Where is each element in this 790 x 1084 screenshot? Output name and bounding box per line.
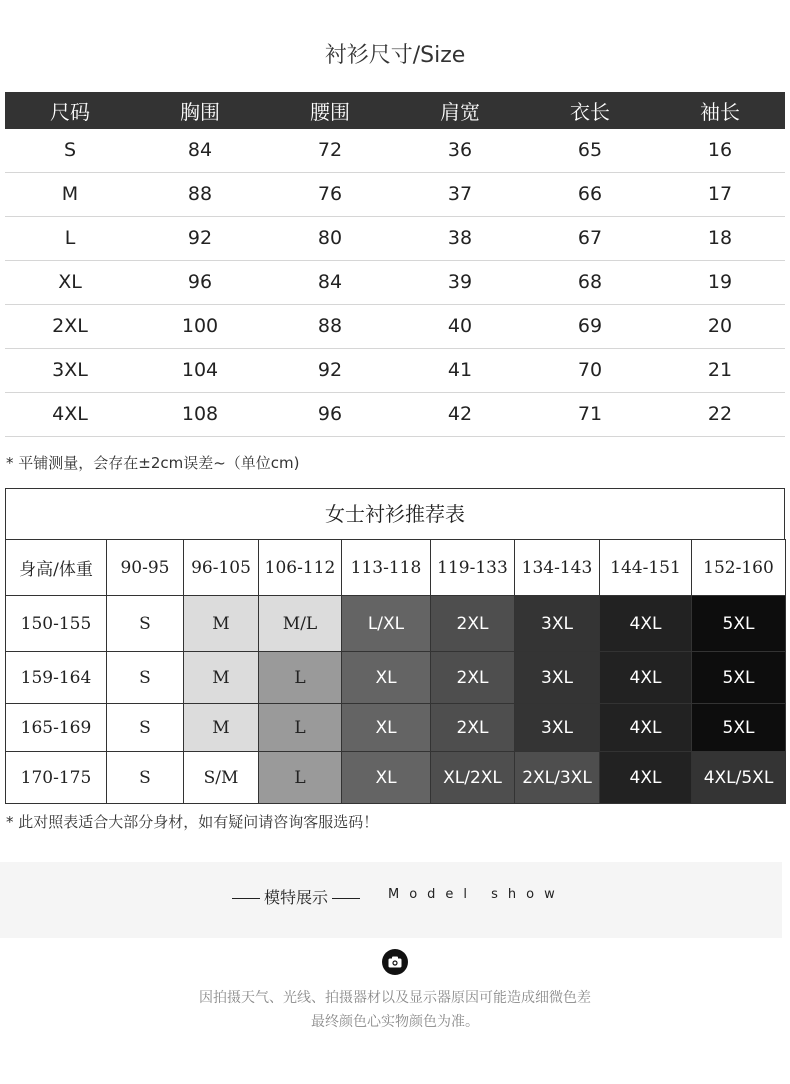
rec-size-cell: L/XL: [342, 596, 431, 652]
camera-icon: [382, 949, 408, 975]
size-col-header: 胸围: [135, 92, 265, 129]
rec-col-header: 90-95: [107, 540, 184, 596]
size-cell: 39: [395, 260, 525, 304]
size-cell: M: [5, 172, 135, 216]
rec-size-cell: S/M: [184, 752, 259, 804]
rec-size-cell: 4XL/5XL: [692, 752, 786, 804]
size-cell: 70: [525, 348, 655, 392]
size-cell: 88: [265, 304, 395, 348]
size-table: [5, 92, 785, 437]
size-cell: 4XL: [5, 392, 135, 436]
rec-col-header: 身高/体重: [6, 540, 107, 596]
rec-size-cell: 4XL: [600, 596, 692, 652]
rec-size-cell: S: [107, 752, 184, 804]
size-cell: 18: [655, 216, 785, 260]
size-cell: 2XL: [5, 304, 135, 348]
size-col-header: 腰围: [265, 92, 395, 129]
rec-size-cell: M: [184, 704, 259, 752]
rec-size-cell: XL: [342, 704, 431, 752]
size-cell: 68: [525, 260, 655, 304]
size-cell: 92: [135, 216, 265, 260]
model-show-label: [228, 885, 364, 908]
measure-note: * 平铺测量，会存在±2cm误差~（单位cm): [6, 454, 300, 472]
rec-col-header: 152-160: [692, 540, 786, 596]
table-row: [6, 704, 786, 752]
size-cell: 37: [395, 172, 525, 216]
rec-size-cell: XL: [342, 652, 431, 704]
rec-size-cell: L: [259, 704, 342, 752]
rec-height-cell: 150-155: [6, 596, 107, 652]
rec-size-cell: XL: [342, 752, 431, 804]
table-row: [5, 129, 785, 172]
size-cell: 96: [135, 260, 265, 304]
recommendation-title: 女士衬衫推荐表: [5, 488, 785, 539]
rec-size-cell: 2XL/3XL: [515, 752, 600, 804]
size-cell: 20: [655, 304, 785, 348]
rec-size-cell: L: [259, 752, 342, 804]
model-show-subtitle: Model show: [388, 887, 565, 902]
rec-size-cell: 4XL: [600, 752, 692, 804]
disclaimer-line: 最终颜色心实物颜色为准。: [311, 1014, 479, 1030]
rec-height-cell: 165-169: [6, 704, 107, 752]
rec-size-cell: 5XL: [692, 704, 786, 752]
size-cell: 42: [395, 392, 525, 436]
size-cell: L: [5, 216, 135, 260]
rec-col-header: 113-118: [342, 540, 431, 596]
rec-col-header: 144-151: [600, 540, 692, 596]
size-cell: 108: [135, 392, 265, 436]
size-cell: 67: [525, 216, 655, 260]
rec-size-cell: 5XL: [692, 596, 786, 652]
size-cell: 100: [135, 304, 265, 348]
size-cell: 88: [135, 172, 265, 216]
size-cell: 71: [525, 392, 655, 436]
size-col-header: 衣长: [525, 92, 655, 129]
rec-size-cell: 2XL: [431, 704, 515, 752]
size-cell: XL: [5, 260, 135, 304]
rec-col-header: 106-112: [259, 540, 342, 596]
size-cell: 21: [655, 348, 785, 392]
color-disclaimer: [0, 986, 790, 1034]
rec-size-cell: XL/2XL: [431, 752, 515, 804]
rec-size-cell: M: [184, 596, 259, 652]
size-cell: 41: [395, 348, 525, 392]
size-col-header: 尺码: [5, 92, 135, 129]
rec-size-cell: S: [107, 704, 184, 752]
table-row: [5, 392, 785, 436]
table-row: [6, 652, 786, 704]
size-cell: 16: [655, 129, 785, 172]
model-show-banner: [0, 862, 782, 938]
size-cell: 36: [395, 129, 525, 172]
page-title: 衬衫尺寸/Size: [324, 43, 466, 68]
rec-size-cell: 2XL: [431, 596, 515, 652]
size-col-header: 袖长: [655, 92, 785, 129]
rec-size-cell: 3XL: [515, 596, 600, 652]
size-cell: S: [5, 129, 135, 172]
size-cell: 66: [525, 172, 655, 216]
rec-header-row: [6, 540, 786, 596]
table-row: [5, 260, 785, 304]
divider: [332, 898, 360, 899]
disclaimer-line: 因拍摄天气、光线、拍摄器材以及显示器原因可能造成细微色差: [199, 990, 591, 1006]
rec-size-cell: 3XL: [515, 704, 600, 752]
size-cell: 38: [395, 216, 525, 260]
rec-size-cell: M/L: [259, 596, 342, 652]
rec-size-cell: 4XL: [600, 652, 692, 704]
size-col-header: 肩宽: [395, 92, 525, 129]
size-cell: 92: [265, 348, 395, 392]
fit-note: * 此对照表适合大部分身材，如有疑问请咨询客服选码！: [6, 813, 379, 831]
table-row: [5, 304, 785, 348]
rec-size-cell: 4XL: [600, 704, 692, 752]
rec-col-header: 119-133: [431, 540, 515, 596]
table-row: [5, 216, 785, 260]
size-cell: 76: [265, 172, 395, 216]
table-row: [6, 596, 786, 652]
model-show-title: 模特展示: [264, 888, 329, 907]
size-cell: 3XL: [5, 348, 135, 392]
size-cell: 19: [655, 260, 785, 304]
table-row: [5, 172, 785, 216]
size-cell: 40: [395, 304, 525, 348]
rec-size-cell: 3XL: [515, 652, 600, 704]
rec-size-cell: M: [184, 652, 259, 704]
recommendation-table: [5, 539, 786, 804]
size-table-header-row: [5, 92, 785, 129]
rec-col-header: 134-143: [515, 540, 600, 596]
rec-height-cell: 170-175: [6, 752, 107, 804]
size-cell: 17: [655, 172, 785, 216]
rec-size-cell: 5XL: [692, 652, 786, 704]
size-cell: 80: [265, 216, 395, 260]
rec-size-cell: S: [107, 596, 184, 652]
rec-col-header: 96-105: [184, 540, 259, 596]
rec-size-cell: 2XL: [431, 652, 515, 704]
size-cell: 104: [135, 348, 265, 392]
size-cell: 84: [265, 260, 395, 304]
size-cell: 69: [525, 304, 655, 348]
rec-height-cell: 159-164: [6, 652, 107, 704]
size-cell: 22: [655, 392, 785, 436]
table-row: [5, 348, 785, 392]
divider: [232, 898, 260, 899]
size-cell: 72: [265, 129, 395, 172]
size-cell: 84: [135, 129, 265, 172]
recommendation-table-box: [5, 488, 785, 804]
rec-size-cell: S: [107, 652, 184, 704]
table-row: [6, 752, 786, 804]
rec-size-cell: L: [259, 652, 342, 704]
size-cell: 65: [525, 129, 655, 172]
size-cell: 96: [265, 392, 395, 436]
